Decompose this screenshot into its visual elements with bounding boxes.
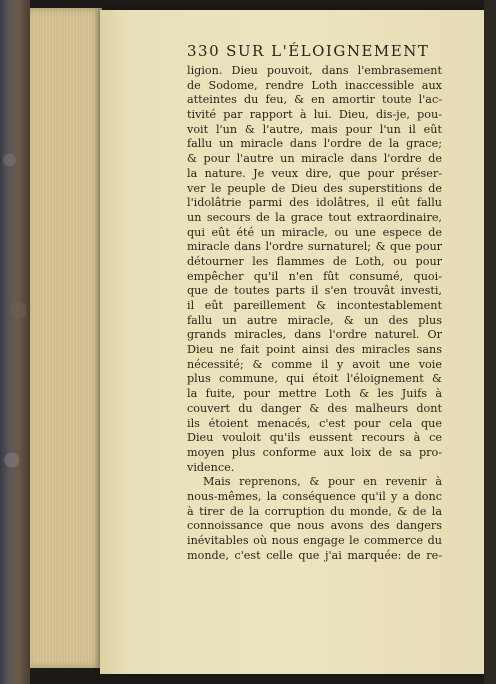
text-line: la nature. Je veux dire, que pour préser- (187, 166, 442, 180)
page-edges (30, 8, 102, 668)
text-line: plus commune, qui étoit l'éloignement & (187, 372, 442, 386)
text-line: inévitables où nous engage le commerce du (187, 534, 442, 547)
text-line: à tirer de la corruption du monde, & de la (187, 504, 442, 518)
running-title: SUR L'ÉLOIGNEMENT (226, 42, 430, 60)
text-line: un secours de la grace tout extraordinaire, (187, 210, 442, 224)
page-body-text (187, 64, 442, 563)
text-line: & pour l'autre un miracle dans l'ordre de (187, 152, 442, 166)
text-line: connoissance que nous avons des dangers (187, 519, 442, 533)
text-line: nécessité; & comme il y avoit une voie (187, 357, 442, 371)
marbled-cover-pattern (2, 40, 26, 640)
text-line: ils étoient menacés, c'est pour cela que (187, 416, 442, 430)
page-number: 330 (187, 42, 221, 60)
text-line: grands miracles, dans l'ordre naturel. Or (187, 328, 442, 342)
text-line: ligion. Dieu pouvoit, dans l'embrasement (187, 64, 442, 77)
text-line: voit l'un & l'autre, mais pour l'un il eût (187, 122, 442, 136)
text-line: fallu un miracle dans l'ordre de la grace; (187, 137, 442, 151)
text-line: détourner les flammes de Loth, ou pour (187, 254, 442, 268)
background-edge (484, 0, 496, 684)
running-header (187, 42, 429, 60)
text-line: de Sodome, rendre Loth inaccessible aux (187, 78, 442, 92)
text-line: couvert du danger & des malheurs dont (187, 401, 442, 415)
text-line: fallu un autre miracle, & un des plus (187, 313, 442, 327)
text-line: tivité par rapport à lui. Dieu, dis-je, pou- (187, 108, 442, 122)
text-line: miracle dans l'ordre surnaturel; & que pour (187, 240, 442, 254)
text-line: moyen plus conforme aux loix de sa pro- (187, 445, 442, 459)
text-line: la fuite, pour mettre Loth & les Juifs à (187, 387, 442, 401)
text-line: qui eût été un miracle, ou une espece de (187, 225, 442, 239)
text-line: empêcher qu'il n'en fût consumé, quoi- (187, 269, 442, 283)
text-line: Mais reprenons, & pour en revenir à (203, 475, 442, 489)
text-line: nous-mêmes, la conséquence qu'il y a donc (187, 489, 442, 503)
text-line: l'idolâtrie parmi des idolâtres, il eût fallu (187, 196, 442, 210)
text-line: monde, c'est celle que j'ai marquée: de re- (187, 548, 442, 562)
text-line: il eût pareillement & incontestablement (187, 299, 442, 312)
text-line: ver le peuple de Dieu des superstitions de (187, 181, 442, 195)
text-line: Dieu ne fait point ainsi des miracles sans (187, 343, 442, 357)
text-line: Dieu vouloit qu'ils eussent recours à ce (187, 431, 442, 445)
text-line: atteintes du feu, & en amortir toute l'ac- (187, 93, 442, 107)
text-line: vidence. (187, 460, 235, 474)
text-line: que de toutes parts il s'en trouvât investi, (187, 284, 442, 298)
